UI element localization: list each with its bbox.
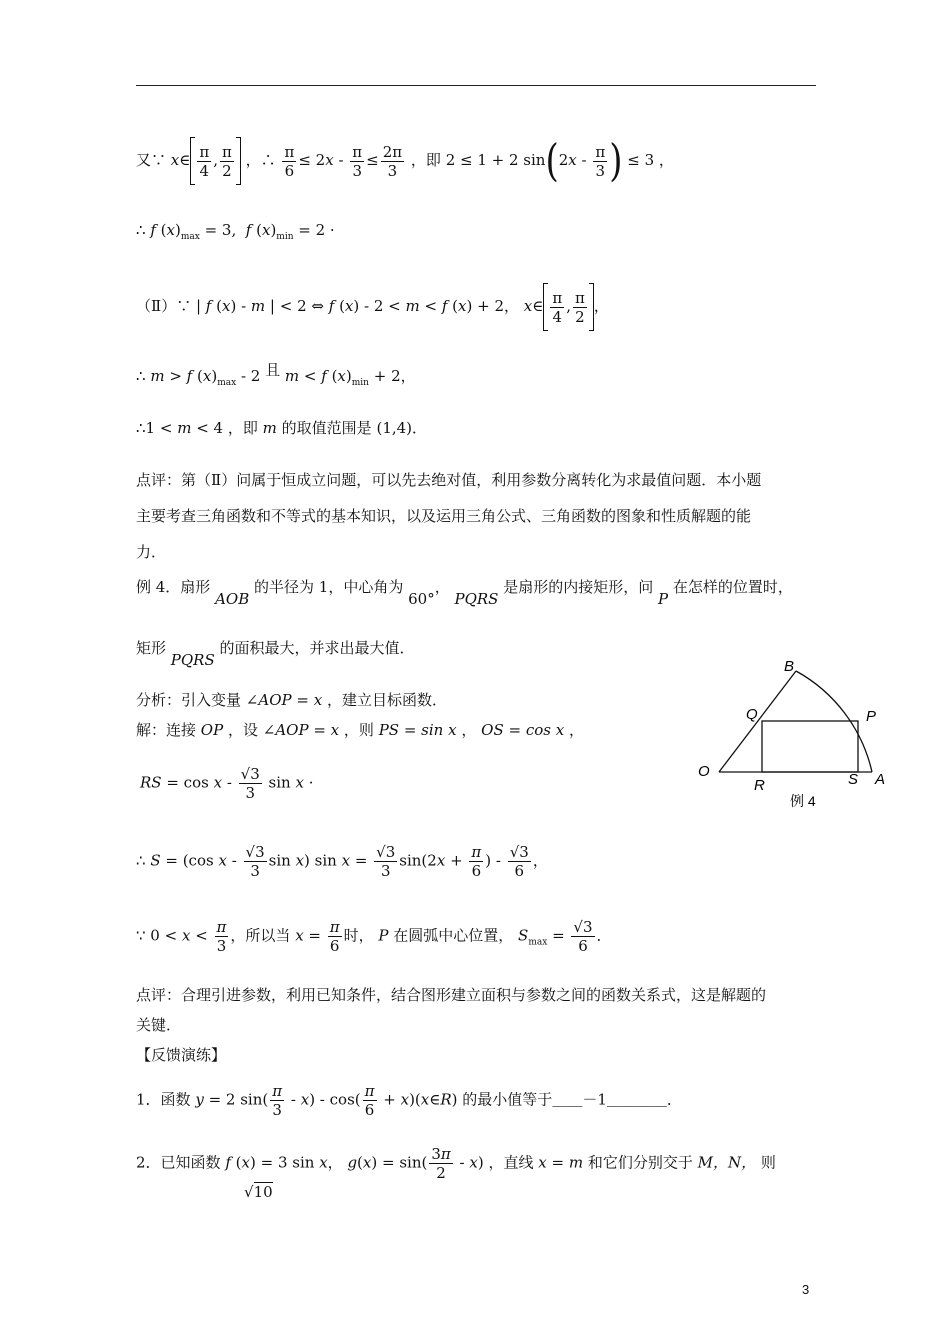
- text: ，: [658, 151, 674, 169]
- solution-line-2: RS = cos x - $\frac{√3}{3}$ sin x ·: [140, 765, 314, 802]
- text: 且: [265, 361, 281, 379]
- text: OS = cos x: [481, 721, 565, 739]
- figure-caption: 例 4: [790, 793, 816, 809]
- text: 解：连接: [136, 721, 197, 739]
- text: 的面积最大，并求出最大值．: [219, 639, 415, 657]
- analysis-line: [136, 690, 447, 710]
- text: 点评：合理引进参数，利用已知条件，结合图形建立面积与参数之间的函数关系式，这是解题的: [136, 986, 767, 1004]
- text: OP: [200, 721, 224, 739]
- feedback-q2-answer: √10: [244, 1183, 273, 1201]
- text: 的取值范围是: [281, 419, 372, 437]
- label-A: A: [875, 771, 886, 788]
- label-Q: Q: [746, 706, 758, 723]
- text: 在怎样的位置时，: [672, 578, 793, 596]
- text: ，: [461, 721, 477, 739]
- text: ∴: [136, 367, 146, 385]
- text: 则: [760, 1153, 776, 1172]
- text: 矩形: [136, 639, 167, 657]
- label-P: P: [866, 708, 877, 725]
- text: x = m: [538, 1153, 584, 1172]
- text: 是扇形的内接矩形，问: [503, 578, 654, 596]
- text: m: [262, 419, 277, 437]
- text: 点评：第（Ⅱ）问属于恒成立问题，可以先去绝对值，利用参数分离转化为求最值问题．本小题: [136, 471, 762, 489]
- text: 和它们分别交于: [587, 1153, 693, 1172]
- math-line-4: ∴ m > f $(x)_{max} - 2$ 且 m < f $(x)_{min} + 2$，: [136, 361, 416, 388]
- label-B: B: [784, 658, 795, 675]
- solution-line-1: [136, 720, 584, 740]
- text: P: [658, 590, 669, 608]
- text: ．: [666, 1090, 682, 1109]
- sector-figure: [698, 655, 904, 815]
- text: PS = sin x: [378, 721, 457, 739]
- answer-blank: ＿＿－1＿＿＿＿: [552, 1090, 667, 1109]
- example-4-line-1: 例 4．扇形 AOB 的半径为 1，中心角为 60°， PQRS 是扇形的内接矩形，问 P 在怎样的位置时，: [136, 578, 793, 608]
- header-rule: [136, 85, 816, 86]
- text: 分析：引入变量: [136, 691, 242, 709]
- text: ，建立目标函数．: [326, 691, 447, 709]
- label-O: O: [698, 763, 710, 780]
- text: PQRS: [454, 590, 499, 608]
- text: ∴: [136, 419, 146, 437]
- text: 又∵: [136, 151, 167, 169]
- example-4-line-2: [136, 638, 415, 670]
- text: 的最小值等于: [462, 1090, 553, 1109]
- text: （Ⅱ）∵: [136, 297, 192, 315]
- text: ，: [568, 721, 584, 739]
- text: ，则: [343, 721, 374, 739]
- text: ，即: [227, 419, 258, 437]
- text: ∠AOP = x: [245, 691, 323, 709]
- text: 例 4．扇形: [136, 578, 211, 596]
- comment-1: [136, 462, 816, 570]
- feedback-q2: 2．已知函数 f (x) = 3 sin x， g(x) = sin( $\frac{3\pi}{2}$ - x) ，直线 x = m 和它们分别交于 M，N， 则: [136, 1145, 776, 1182]
- text: ，∴: [245, 151, 276, 169]
- solution-line-4: ∵ 0 < x < $\frac{\pi}{3}$ ，所以当 x = $\frac{\pi}{6}$ 时， P 在圆弧中心位置， $S_{max}$ = $\frac{√3}{6}$ ．: [136, 918, 612, 955]
- text: 主要考查三角函数和不等式的基本知识，以及运用三角公式、三角函数的图象和性质解题的能: [136, 507, 752, 525]
- comment-2: [136, 980, 816, 1040]
- solution-line-3: ∴ S = (cos x - $\frac{√3}{3}$ sin x) sin x = $\frac{√3}{3}$ sin(2x + $\frac{\pi}{6}$ ) - $\frac{√3}{6}$ ，: [136, 843, 548, 880]
- text: ∠AOP = x: [262, 721, 340, 739]
- feedback-title: 【反馈演练】: [136, 1046, 227, 1064]
- text: ，即: [410, 151, 441, 169]
- text: 1．函数: [136, 1090, 191, 1109]
- text: ，设: [227, 721, 258, 739]
- math-line-5: ∴1 < m < 4 ，即 m 的取值范围是 (1,4)．: [136, 419, 428, 437]
- text: 力．: [136, 543, 167, 561]
- text: 关键．: [136, 1016, 182, 1034]
- text: 60°: [408, 590, 435, 608]
- text: AOB: [215, 590, 250, 608]
- text: 的半径为 1，中心角为: [254, 578, 404, 596]
- text: 2．已知函数: [136, 1153, 221, 1172]
- text: ，直线: [488, 1153, 534, 1172]
- text: ∴: [136, 221, 146, 239]
- math-line-1: 又∵ x∈ $\frac{\pi}{4}$ , $\frac{\pi}{2}$ ，∴ $\frac{\pi}{6}$ ≤ 2x - $\frac{\pi}{3}$ ≤ $\frac{2\pi}{3}$ ，即 2 ≤ 1 + 2 sin(2x - $\frac{\pi}{3}$ ) ≤ 3 ，: [136, 135, 674, 187]
- math-line-2: ∴ f $(x)_{max} = 3$, f $(x)_{min} = 2$ ·: [136, 221, 335, 242]
- math-line-3: （Ⅱ）∵ | f (x) - m | < 2 ⇔ f (x) - 2 < m < f (x) + 2， x∈ $\frac{\pi}{4}$ , $\frac{\pi}{2}$ ，: [136, 283, 609, 331]
- text: (1,4): [376, 419, 413, 437]
- label-R: R: [754, 777, 765, 794]
- page-number: 3: [802, 1282, 810, 1297]
- feedback-q1: 1．函数 y = 2 sin( $\frac{\pi}{3}$ - x) - cos( $\frac{\pi}{6}$ + x)(x∈R) 的最小值等于＿＿－1＿＿＿＿．: [136, 1082, 682, 1119]
- text: M，N，: [697, 1153, 757, 1172]
- text: PQRS: [170, 651, 215, 669]
- label-S: S: [848, 771, 859, 788]
